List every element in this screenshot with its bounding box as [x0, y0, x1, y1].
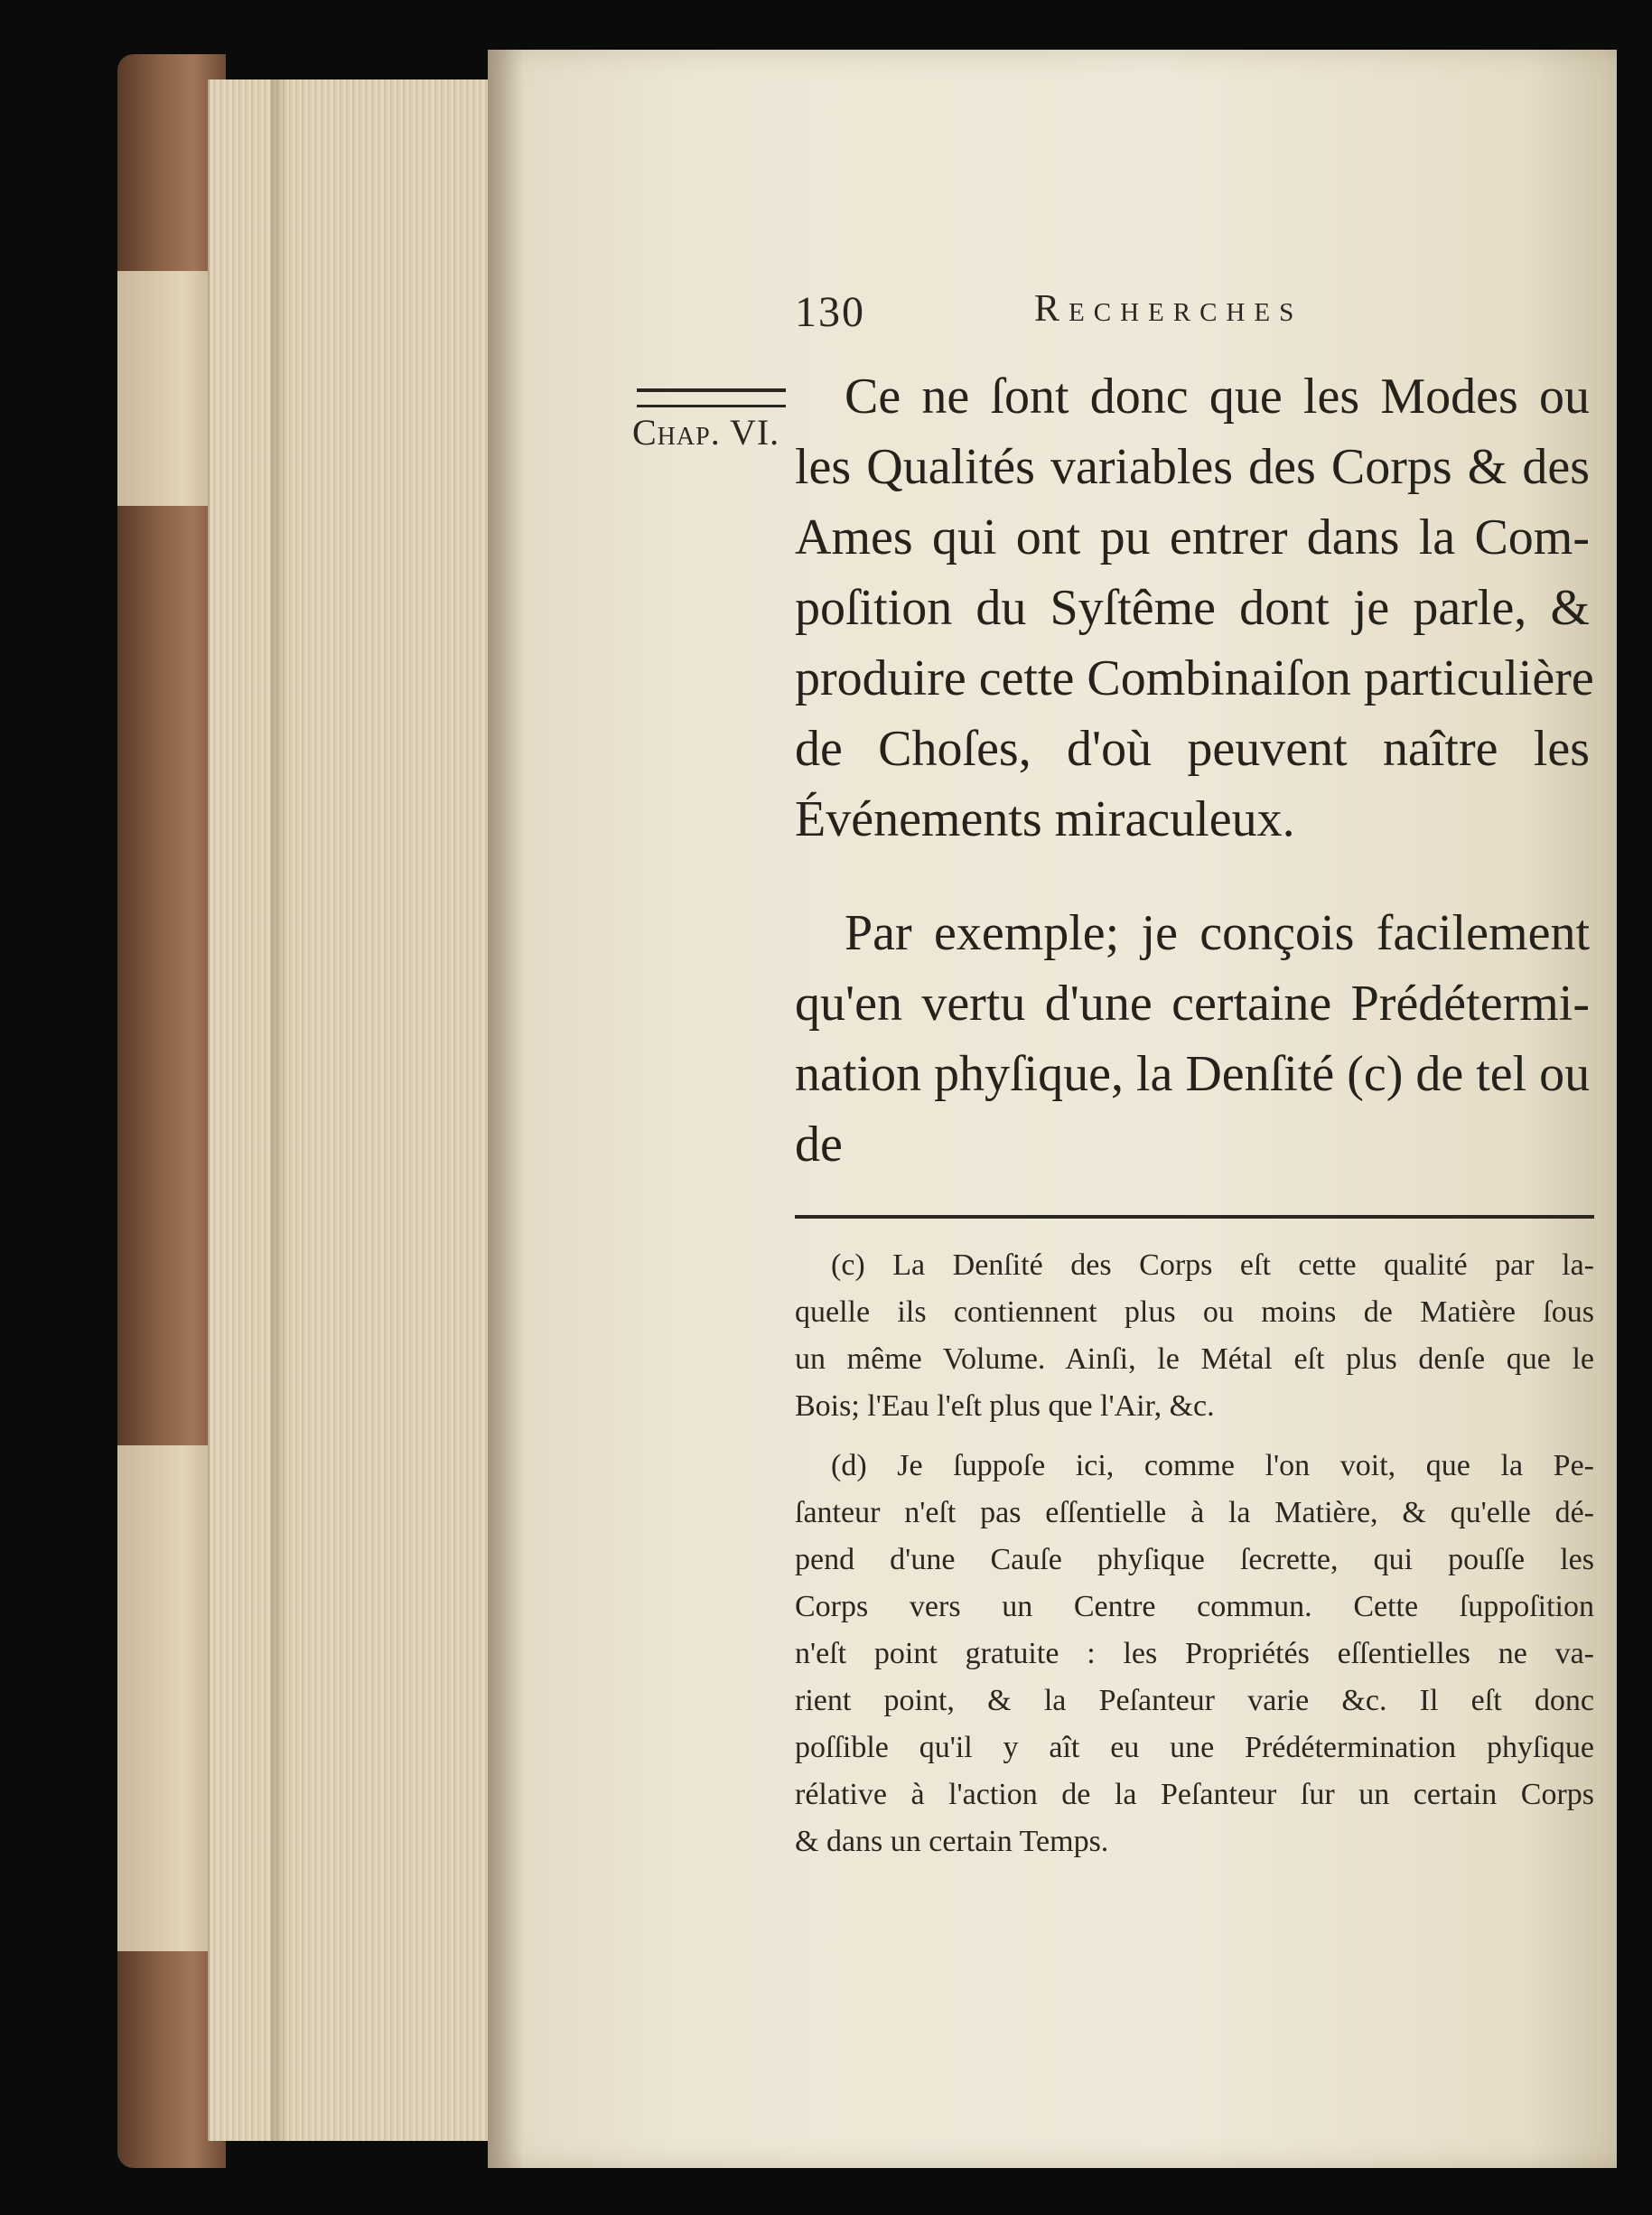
body-line: Ce ne ſont donc que les Modes ou [845, 369, 1590, 425]
body-line: Ames qui ont pu entrer dans la Com- [795, 509, 1590, 565]
catchword: de [795, 1117, 843, 1173]
footnote-line: rélative à l'action de la Peſanteur ſur un certain Corps [795, 1778, 1594, 1811]
chapter-rule [637, 388, 786, 407]
footnote-line: n'eſt point gratuite : les Propriétés eſſentielles ne va- [795, 1637, 1594, 1670]
footnote-line: poſſible qu'il y aît eu une Prédétermination phyſique [795, 1731, 1594, 1764]
footnote-line: Corps vers un Centre commun. Cette ſuppoſition [795, 1590, 1594, 1623]
footnote-line: (c) La Denſité des Corps eſt cette qualité par la- [831, 1248, 1594, 1282]
page-edges-shadow [271, 79, 289, 2141]
footnote-line: un même Volume. Ainſi, le Métal eſt plus denſe que le [795, 1342, 1594, 1376]
page-number: 130 [795, 288, 865, 336]
body-line: nation phyſique, la Denſité (c) de tel ou [795, 1046, 1591, 1102]
page-header [795, 287, 1427, 341]
gutter-shadow [488, 50, 524, 2168]
footnote-line: pend d'une Cauſe phyſique ſecrette, qui pouſſe les [795, 1543, 1594, 1576]
footnote-rule [795, 1215, 1594, 1219]
footnote-line: (d) Je ſuppoſe ici, comme l'on voit, que la Pe- [831, 1449, 1594, 1482]
footnote-line: quelle ils contiennent plus ou moins de Matière ſous [795, 1295, 1594, 1329]
body-line: Par exemple; je conçois facilement [845, 905, 1590, 961]
body-line: poſition du Syſtême dont je parle, & [795, 580, 1590, 636]
running-title: Recherches [1034, 288, 1303, 330]
footnote-line: rient point, & la Peſanteur varie &c. Il eſt donc [795, 1684, 1594, 1717]
body-line: qu'en vertu d'une certaine Prédétermi- [795, 976, 1590, 1032]
footnote-line: & dans un certain Temps. [795, 1825, 1109, 1858]
footnote-line: Bois; l'Eau l'eſt plus que l'Air, &c. [795, 1389, 1215, 1423]
footnote-line: ſanteur n'eſt pas eſſentielle à la Matière, & qu'elle dé- [795, 1496, 1594, 1529]
body-line: produire cette Combinaiſon particulière [795, 650, 1594, 706]
chapter-label: Chap. VI. [632, 412, 780, 453]
page-edges [208, 79, 499, 2141]
body-line: Événements miraculeux. [795, 791, 1295, 847]
footnotes [795, 1242, 1594, 1865]
body-line: de Choſes, d'où peuvent naître les [795, 721, 1590, 777]
body-text [795, 361, 1594, 1180]
body-line: les Qualités variables des Corps & des [795, 439, 1590, 495]
